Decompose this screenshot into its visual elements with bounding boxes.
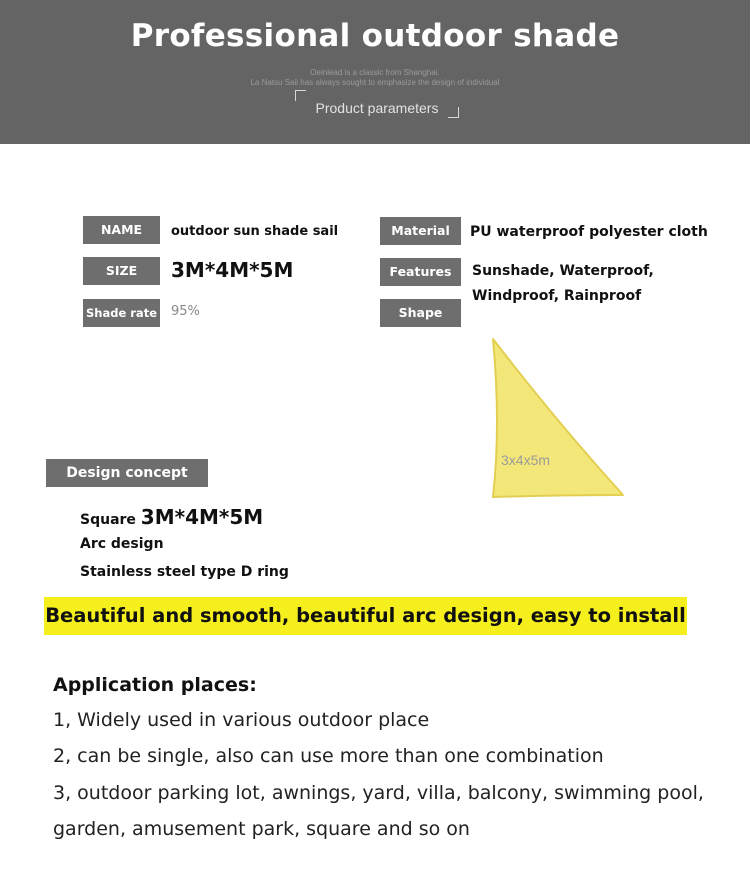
name-label: NAME xyxy=(83,216,160,244)
size-value: 3M*4M*5M xyxy=(171,258,294,282)
triangle-sail-shape xyxy=(493,339,623,497)
features-value-line-2: Windproof, Rainproof xyxy=(472,288,642,304)
shade-rate-value: 95% xyxy=(171,304,200,319)
highlight-banner-text: Beautiful and smooth, beautiful arc design, easy to install xyxy=(45,604,686,627)
triangle-shade-sail-image xyxy=(485,335,630,505)
size-label: SIZE xyxy=(83,257,160,285)
page-title: Professional outdoor shade xyxy=(130,18,620,54)
application-places-title: Application places: xyxy=(53,674,257,696)
header-subtitle-line-2: La Natsu Sail has always sought to emphasize the design of individual xyxy=(250,78,500,87)
design-square-prefix: Square xyxy=(80,512,136,528)
design-line-arc: Arc design xyxy=(80,536,164,552)
application-item-3-line-2: garden, amusement park, square and so on xyxy=(53,818,470,840)
header-banner xyxy=(0,0,750,144)
features-value-line-1: Sunshade, Waterproof, xyxy=(472,263,654,279)
material-value: PU waterproof polyester cloth xyxy=(470,224,708,240)
header-subtitle-line-1: Oeinlead is a classic from Shanghai. xyxy=(310,68,440,77)
application-item-2: 2, can be single, also can use more than one combination xyxy=(53,745,604,767)
highlight-banner xyxy=(44,597,687,635)
shape-label: Shape xyxy=(380,299,461,327)
design-square-size: 3M*4M*5M xyxy=(140,505,264,529)
design-line-square xyxy=(80,505,263,529)
material-label: Material xyxy=(380,217,461,245)
shape-size-text: 3x4x5m xyxy=(501,452,551,468)
shade-rate-label: Shade rate xyxy=(83,299,160,327)
design-concept-label: Design concept xyxy=(46,459,208,487)
product-parameters-frame xyxy=(295,90,459,118)
features-label: Features xyxy=(380,258,461,286)
application-item-3-line-1: 3, outdoor parking lot, awnings, yard, villa, balcony, swimming pool, xyxy=(53,782,704,804)
name-value: outdoor sun shade sail xyxy=(171,224,339,239)
product-parameters-heading: Product parameters xyxy=(315,100,439,116)
application-item-1: 1, Widely used in various outdoor place xyxy=(53,709,430,731)
design-line-d-ring: Stainless steel type D ring xyxy=(80,564,289,580)
